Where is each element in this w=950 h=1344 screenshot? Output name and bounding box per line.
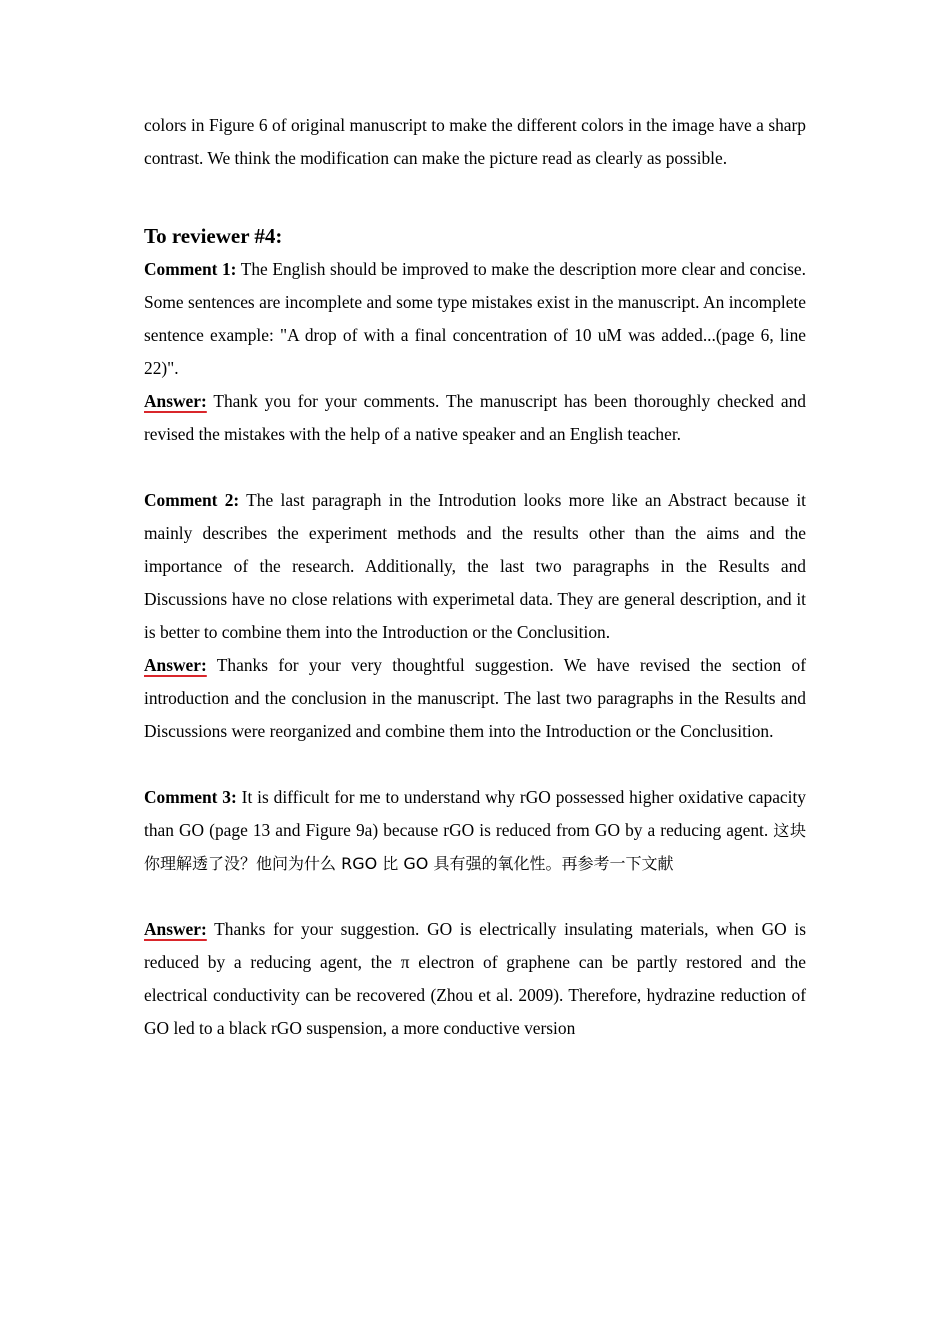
- comment-2-text: The last paragraph in the Introdution looks more like an Abstract because it mainly describes the experiment methods and the results other than the aims and the importance of the research. Additionally, the last two paragraphs in the Results and Discussions have no close relations with experimetal data. They are general description, and it is better to combine them into the Introduction or the Conclusition.: [144, 490, 807, 642]
- answer-2-label: Answer:: [144, 655, 207, 675]
- reviewer-heading: To reviewer #4:: [144, 224, 283, 248]
- comment-1-label: Comment 1:: [144, 259, 237, 279]
- comment-3-note: 这块你理解透了没？他问为什么 RGO 比 GO 具有强的氧化性。再参考一下文献: [144, 821, 806, 873]
- answer-3-text: Thanks for your suggestion. GO is electrically insulating materials, when GO is reduced by a reducing agent, the π electron of graphene can be partly restored and the electrical conductivity can be recovered (Zhou et al. 2009). Therefore, hydrazine reduction of GO led to a black rGO suspension, a more conductive version: [144, 919, 806, 1038]
- comment-1: [144, 253, 806, 385]
- answer-1-text: Thank you for your comments. The manuscript has been thoroughly checked and revised the mistakes with the help of a native speaker and an English teacher.: [144, 391, 806, 444]
- spacer: [144, 748, 806, 781]
- document-page: [144, 109, 806, 1045]
- comment-2-label: Comment 2:: [144, 490, 240, 510]
- spacer: [144, 175, 806, 220]
- spacer: [144, 451, 806, 484]
- comment-1-text: The English should be improved to make the description more clear and concise. Some sentences are incomplete and some type mistakes exist in the manuscript. An incomplete sentence example: "A drop of with a final concentration of 10 uM was added...(page 6, line 22)".: [144, 259, 806, 378]
- answer-1-label: Answer:: [144, 391, 207, 411]
- comment-3-label: Comment 3:: [144, 787, 237, 807]
- comment-3: [144, 781, 806, 880]
- answer-3-label: Answer:: [144, 919, 207, 939]
- comment-2: [144, 484, 806, 649]
- answer-3: [144, 913, 806, 1045]
- spacer: [144, 880, 806, 913]
- intro-paragraph: colors in Figure 6 of original manuscript to make the different colors in the image have a sharp contrast. We think the modification can make the picture read as clearly as possible.: [144, 115, 806, 168]
- answer-1: [144, 385, 806, 451]
- comment-3-text: It is difficult for me to understand why rGO possessed higher oxidative capacity than GO (page 13 and Figure 9a) because rGO is reduced from GO by a reducing agent.: [144, 787, 806, 840]
- answer-2-text: Thanks for your very thoughtful suggestion. We have revised the section of introduction and the conclusion in the manuscript. The last two paragraphs in the Results and Discussions were reorganized and combine them into the Introduction or the Conclusition.: [144, 655, 806, 741]
- answer-2: [144, 649, 806, 748]
